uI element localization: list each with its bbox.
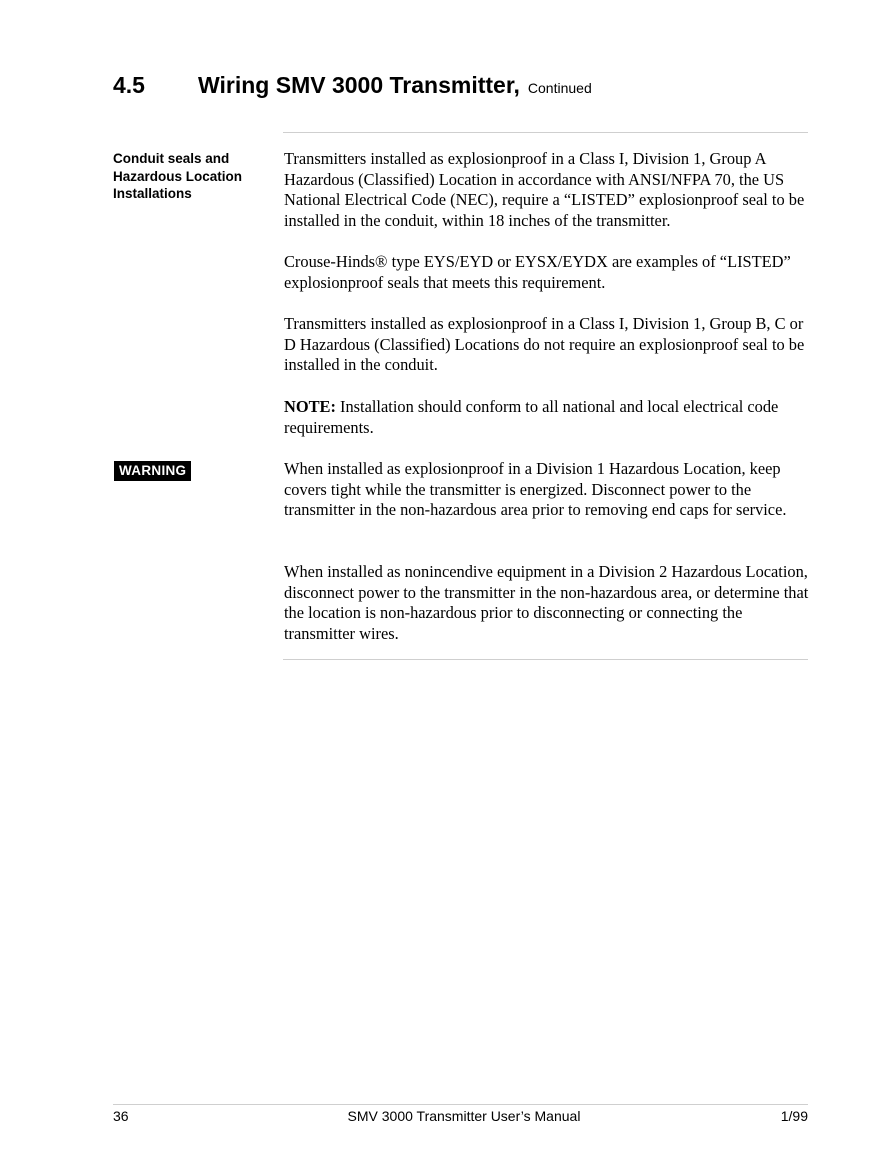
warning-paragraph-division-2: When installed as nonincendive equipment in a Division 2 Hazardous Location, disconnect power to the transmitter in the non-hazardous area, or determine that the location is non-hazardous prior to disconnecting or connecting the transmitter wires. bbox=[284, 562, 809, 644]
note-text: Installation should conform to all national and local electrical code requirements. bbox=[284, 397, 779, 437]
footer-date: 1/99 bbox=[780, 1108, 808, 1124]
footer-manual-title: SMV 3000 Transmitter User’s Manual bbox=[347, 1108, 581, 1124]
footer-page-number: 36 bbox=[113, 1108, 129, 1124]
section-number: 4.5 bbox=[113, 72, 145, 98]
paragraph-group-bcd: Transmitters installed as explosionproof in a Class I, Division 1, Group B, C or D Hazardous (Classified) Locations do not require an explosionproof seal to be installed in the conduit. bbox=[284, 314, 805, 375]
note-label: NOTE: bbox=[284, 397, 336, 416]
section-title bbox=[198, 72, 592, 99]
warning-paragraph-division-1: When installed as explosionproof in a Division 1 Hazardous Location, keep covers tight while the transmitter is energized. Disconnect power to the transmitter in the non-hazardous area prior to removing end caps for service. bbox=[284, 459, 787, 520]
bottom-divider bbox=[283, 659, 808, 660]
footer-divider bbox=[113, 1104, 808, 1105]
continued-label: Continued bbox=[527, 80, 592, 96]
warning-badge: WARNING bbox=[114, 461, 191, 481]
side-label-conduit-seals: Conduit seals and Hazardous Location Installations bbox=[113, 151, 243, 201]
top-divider bbox=[283, 132, 808, 133]
paragraph-group-a: Transmitters installed as explosionproof in a Class I, Division 1, Group A Hazardous (Classified) Location in accordance with ANSI/NFPA 70, the US National Electrical Code (NEC), require a “LISTED” explosionproof seal to be installed in the conduit, within 18 inches of the transmitter. bbox=[284, 149, 805, 231]
paragraph-crouse-hinds: Crouse-Hinds® type EYS/EYD or EYSX/EYDX are examples of “LISTED” explosionproof seals that meets this requirement. bbox=[284, 252, 791, 292]
section-title-text: Wiring SMV 3000 Transmitter, bbox=[198, 72, 520, 98]
note-paragraph bbox=[284, 397, 812, 438]
